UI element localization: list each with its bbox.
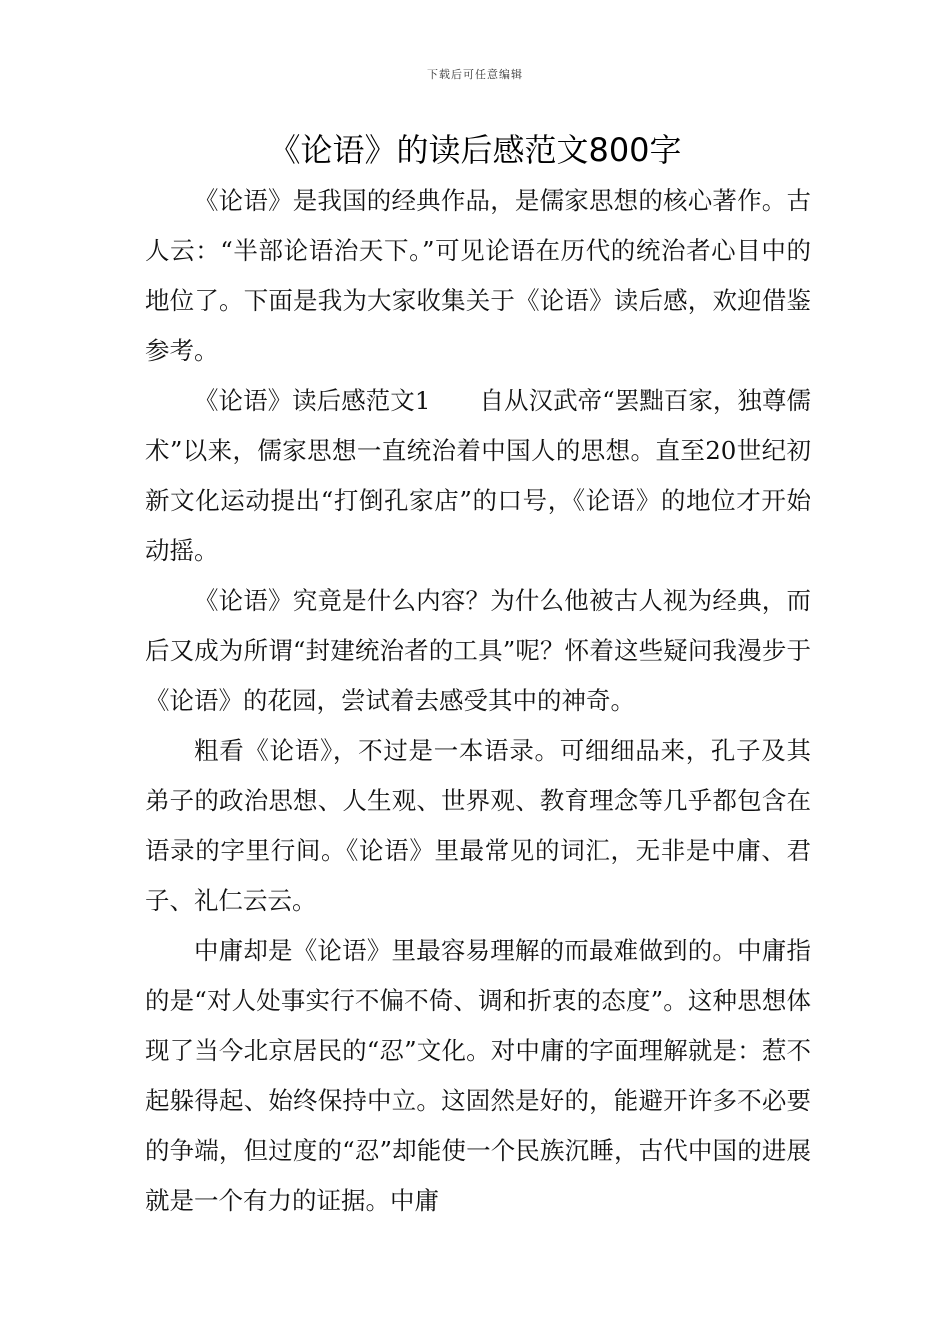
header-note: 下载后可任意编辑 (427, 68, 523, 81)
document-body (145, 176, 811, 1226)
paragraph-questions: 《论语》究竟是什么内容？为什么他被古人视为经典，而后又成为所谓“封建统治者的工具”呢？怀着这些疑问我漫步于《论语》的花园，尝试着去感受其中的神奇。 (145, 586, 811, 715)
document-title: 《论语》的读后感范文800字 (268, 131, 682, 169)
paragraph-overview: 粗看《论语》，不过是一本语录。可细细品来，孔子及其弟子的政治思想、人生观、世界观、教育理念等几乎都包含在语录的字里行间。《论语》里最常见的词汇，无非是中庸、君子、礼仁云云。 (145, 736, 811, 915)
paragraph-intro: 《论语》是我国的经典作品，是儒家思想的核心著作。古人云：“半部论语治天下。”可见论语在历代的统治者心目中的地位了。下面是我为大家收集关于《论语》读后感，欢迎借鉴参考。 (145, 186, 811, 365)
paragraph-zhongyong: 中庸却是《论语》里最容易理解的而最难做到的。中庸指的是“对人处事实行不偏不倚、调和折衷的态度”。这种思想体现了当今北京居民的“忍”文化。对中庸的字面理解就是：惹不起躲得起、始终保持中立。这固然是好的，能避开许多不必要的争端，但过度的“忍”却能使一个民族沉睡，古代中国的进展就是一个有力的证据。中庸 (145, 936, 811, 1215)
paragraph-essay-1-opening: 《论语》读后感范文1 自从汉武帝“罢黜百家，独尊儒术”以来，儒家思想一直统治着中国人的思想。直至20世纪初新文化运动提出“打倒孔家店”的口号，《论语》的地位才开始动摇。 (145, 386, 811, 565)
